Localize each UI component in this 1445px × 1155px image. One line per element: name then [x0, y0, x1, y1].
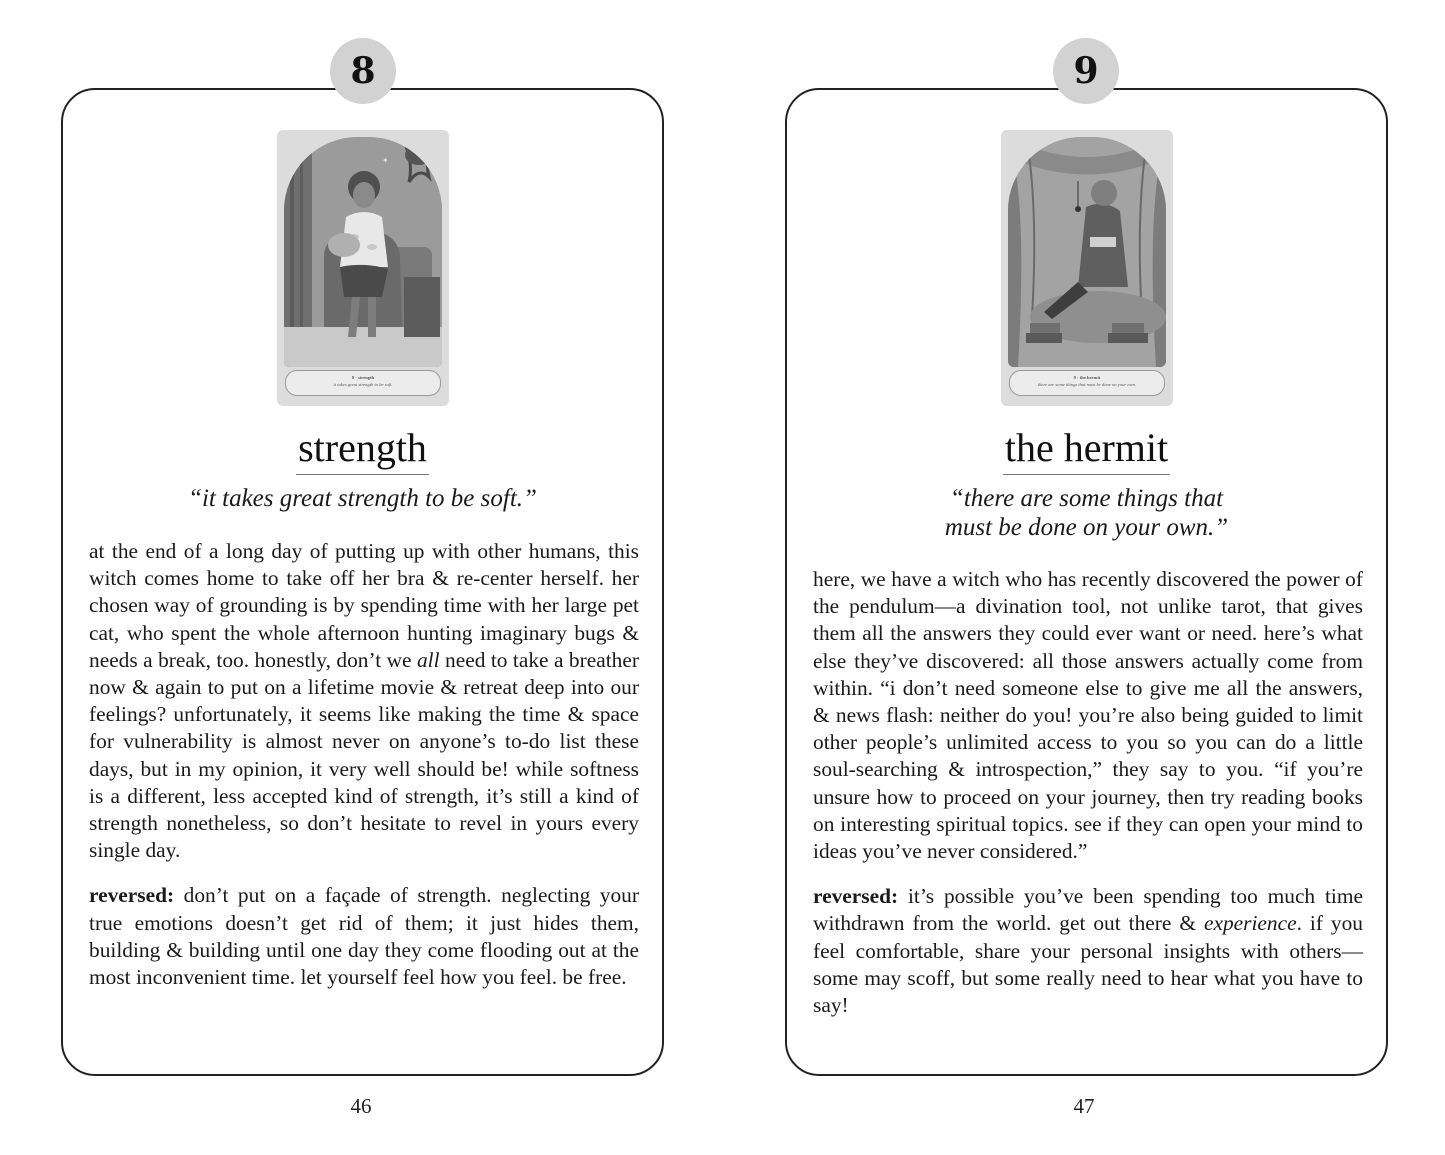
card-number-badge: 9: [1053, 38, 1119, 104]
reversed-label: reversed:: [813, 884, 899, 909]
card-title-text: the hermit: [1003, 424, 1170, 475]
page-number: 46: [350, 1094, 372, 1118]
card-frame: [785, 88, 1388, 1076]
reversed-label: reversed:: [89, 883, 175, 908]
reversed-text: don’t put on a façade of strength. neglecting your true emotions doesn’t get rid of them; it just hides them, building & building until one day they come flooding out at the most inconvenient time. let yourself feel how you feel. be free.: [89, 883, 639, 990]
card-quote-line-1: “there are some things that: [949, 485, 1224, 512]
card-quote: [787, 484, 1386, 542]
svg-text:✦: ✦: [382, 156, 389, 165]
card-caption: [285, 370, 441, 396]
reversed-meaning: [89, 882, 639, 991]
upright-meaning: here, we have a witch who has recently discovered the power of the pendulum—a divination tool, not unlike tarot, that gives them all the answers they could ever want or need. here’s what else they’ve discovered: all those answers actually come from within. “i don’t need someone else to give me all the answers, & news flash: neither do you! you’re also being guided to limit other people’s unlimited access to you so you can do a little soul-searching & introspection,” they say to you. “if you’re unsure how to proceed on your journey, then try reading books on interesting spiritual topics. see if they can open your mind to ideas you’ve never considered.”: [813, 567, 1363, 864]
upright-meaning: at the end of a long day of putting up with other humans, this witch comes home to take off her bra & re-center herself. her chosen way of grounding is by spending time with her large pet cat, who spent the whole afternoon hunting imaginary bugs & needs a break, too. honestly, don’t we all need to take a breather now & again to put on a lifetime movie & retreat deep into our feelings? unfortunately, it seems like making the time & space for vulnerability is almost never on anyone’s to-do list these days, but in my opinion, it very well should be! while softness is a different, less accepted kind of strength, it’s still a kind of strength nonetheless, so don’t hesitate to revel in yours every single day.: [89, 539, 639, 863]
page-number: 47: [1073, 1094, 1095, 1118]
card-caption-title: 9 · the hermit: [1073, 375, 1101, 380]
reversed-text: it’s possible you’ve been spending too much time withdrawn from the world. get out there & experience. if you feel comfortable, share your personal insights with others—some may scoff, but some really need to hear what you have to say!: [813, 884, 1363, 1018]
card-frame: [61, 88, 664, 1076]
card-quote-line-2: must be done on your own.”: [944, 514, 1229, 541]
card-quote: “it takes great strength to be soft.”: [188, 485, 537, 512]
card-title: [787, 424, 1386, 475]
left-page: [0, 0, 722, 1155]
card-number-badge: 8: [330, 38, 396, 104]
reversed-meaning: [813, 883, 1363, 1019]
card-description: [813, 566, 1363, 1019]
card-artwork: [1008, 137, 1166, 367]
card-caption-text: it takes great strength to be soft.: [333, 382, 393, 387]
right-page: [723, 0, 1445, 1155]
card-artwork: [284, 137, 442, 367]
tarot-card-illustration: [1001, 130, 1173, 406]
card-description: [89, 538, 639, 991]
card-title: [63, 424, 662, 475]
card-title-text: strength: [296, 424, 429, 475]
card-caption: [1009, 370, 1165, 396]
card-caption-title: 8 · strength: [351, 375, 375, 380]
card-caption-text: there are some things that must be done on your own.: [1037, 382, 1137, 387]
tarot-card-illustration: [277, 130, 449, 406]
